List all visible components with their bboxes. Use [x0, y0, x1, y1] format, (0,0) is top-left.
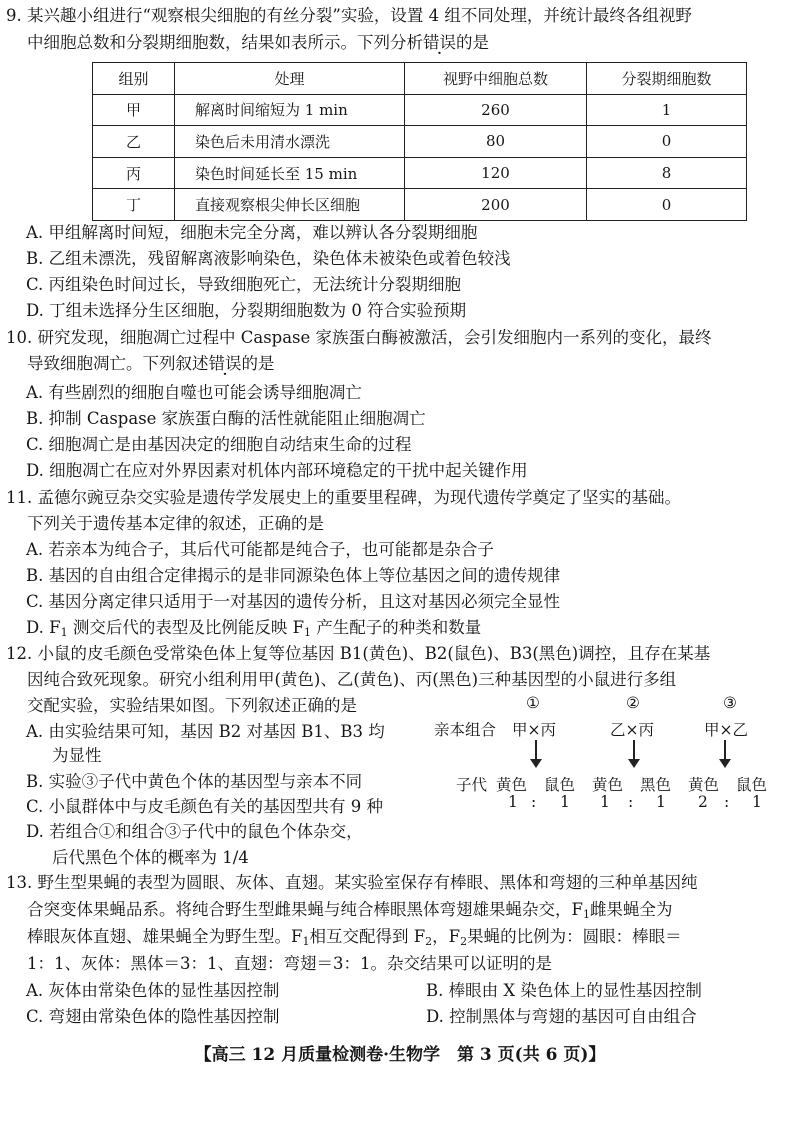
offspring-phenotype: 鼠色 — [544, 776, 576, 794]
table-cell: 260 — [405, 94, 587, 126]
table-cell: 80 — [405, 126, 587, 158]
q13-stem-line2: 合突变体果蝇品系。将纯合野生型雌果蝇与纯合棒眼黑体弯翅雄果蝇杂交，$F_1$雌果蝇全为 — [27, 900, 673, 921]
down-arrow-icon — [633, 740, 635, 766]
ratio-value: 1 — [656, 793, 666, 811]
table-header-cell: 组别 — [93, 63, 175, 95]
q12-stem-line2: 因纯合致死现象。研究小组利用甲(黄色)、乙(黄色)、丙(黑色)三种基因型的小鼠进行多组 — [27, 670, 677, 689]
cross-parents: 乙×丙 — [610, 721, 654, 739]
q11-option-c: C. 基因分离定律只适用于一对基因的遗传分析，且这对基因必须完全显性 — [26, 592, 561, 611]
table-row — [93, 126, 747, 158]
ratio-value: 2 — [698, 793, 708, 811]
table-cell: 染色时间延长至 15 min — [175, 157, 405, 189]
q12-option-a-line2: 为显性 — [52, 746, 102, 765]
q13-option-a: A. 灰体由常染色体的显性基因控制 — [26, 981, 280, 1000]
offspring-phenotype: 黄色 — [592, 776, 624, 794]
cross-number: ③ — [723, 694, 737, 712]
q9-table — [92, 62, 747, 221]
table-row — [93, 157, 747, 189]
table-row — [93, 94, 747, 126]
ratio-colon: : — [724, 793, 730, 811]
parent-combination-label: 亲本组合 — [434, 721, 497, 739]
offspring-label: 子代 — [456, 776, 488, 794]
q11-stem-line1: 11. 孟德尔豌豆杂交实验是遗传学发展史上的重要里程碑，为现代遗传学奠定了坚实的基础。 — [6, 488, 681, 507]
q13-option-c: C. 弯翅由常染色体的隐性基因控制 — [26, 1007, 280, 1026]
q9-option-b: B. 乙组未漂洗，残留解离液影响染色，染色体未被染色或着色较浅 — [26, 249, 511, 268]
q9-emphasis: 错误 — [423, 33, 456, 52]
table-header-cell: 分裂期细胞数 — [587, 63, 747, 95]
table-cell: 120 — [405, 157, 587, 189]
down-arrow-icon — [535, 740, 537, 766]
q11-option-d: D. $F_1$ 测交后代的表型及比例能反映 $F_1$ 产生配子的种类和数量 — [26, 618, 482, 639]
q9-option-d: D. 丁组未选择分生区细胞，分裂期细胞数为 0 符合实验预期 — [26, 301, 467, 320]
q11-option-a: A. 若亲本为纯合子，其后代可能都是纯合子，也可能都是杂合子 — [26, 540, 494, 559]
q9-stem-line1: 9. 某兴趣小组进行“观察根尖细胞的有丝分裂”实验，设置 4 组不同处理，并统计最终各组视野 — [6, 6, 692, 25]
table-cell: 200 — [405, 189, 587, 221]
q12-option-d-line2: 后代黑色个体的概率为 1/4 — [52, 848, 249, 867]
q13-option-d: D. 控制黑体与弯翅的基因可自由组合 — [426, 1007, 697, 1026]
cross-parents: 甲×丙 — [512, 721, 556, 739]
cross-number: ② — [626, 694, 640, 712]
q10-option-b: B. 抑制 Caspase 家族蛋白酶的活性就能阻止细胞凋亡 — [26, 409, 426, 428]
table-cell: 丙 — [93, 157, 175, 189]
q9-option-a: A. 甲组解离时间短，细胞未完全分离，难以辨认各分裂期细胞 — [26, 223, 478, 242]
q13-stem-line4: 1：1、灰体：黑体＝3：1、直翅：弯翅＝3：1。杂交结果可以证明的是 — [27, 954, 552, 973]
table-cell: 解离时间缩短为 1 min — [175, 94, 405, 126]
q11-stem-line2: 下列关于遗传基本定律的叙述，正确的是 — [27, 514, 324, 533]
table-cell: 染色后未用清水漂洗 — [175, 126, 405, 158]
offspring-phenotype: 黑色 — [640, 776, 672, 794]
q12-option-a-line1: A. 由实验结果可知，基因 B2 对基因 B1、B3 均 — [26, 722, 385, 741]
q9-option-c: C. 丙组染色时间过长，导致细胞死亡，无法统计分裂期细胞 — [26, 275, 462, 294]
table-cell: 8 — [587, 157, 747, 189]
ratio-value: 1 — [752, 793, 762, 811]
cross-number: ① — [526, 694, 540, 712]
table-header-row — [93, 63, 747, 95]
q10-stem-line1: 10. 研究发现，细胞凋亡过程中 Caspase 家族蛋白酶被激活，会引发细胞内一系列的变化，最终 — [6, 328, 712, 347]
q13-option-b: B. 棒眼由 X 染色体上的显性基因控制 — [426, 981, 702, 1000]
table-header-cell: 视野中细胞总数 — [405, 63, 587, 95]
table-cell: 乙 — [93, 126, 175, 158]
table-cell: 甲 — [93, 94, 175, 126]
offspring-phenotype: 黄色 — [496, 776, 528, 794]
offspring-phenotype: 黄色 — [688, 776, 720, 794]
q10-option-c: C. 细胞凋亡是由基因决定的细胞自动结束生命的过程 — [26, 435, 412, 454]
q10-emphasis: 错误 — [208, 354, 242, 373]
q12-option-b: B. 实验③子代中黄色个体的基因型与亲本不同 — [26, 772, 363, 791]
page-footer: 【高三 12 月质量检测卷·生物学 第 3 页(共 6 页)】 — [194, 1045, 606, 1065]
q13-stem-line1: 13. 野生型果蝇的表型为圆眼、灰体、直翅。某实验室保存有棒眼、黑体和弯翅的三种单基因纯 — [6, 873, 698, 892]
table-cell: 0 — [587, 126, 747, 158]
ratio-value: 1 — [600, 793, 610, 811]
ratio-colon: : — [628, 793, 634, 811]
down-arrow-icon — [724, 740, 726, 766]
q10-option-a: A. 有些剧烈的细胞自噬也可能会诱导细胞凋亡 — [26, 383, 362, 402]
q12-option-d-line1: D. 若组合①和组合③子代中的鼠色个体杂交， — [26, 822, 363, 841]
ratio-value: 1 — [560, 793, 570, 811]
ratio-colon: : — [531, 793, 537, 811]
table-cell: 直接观察根尖伸长区细胞 — [175, 189, 405, 221]
q12-stem-line3: 交配实验，实验结果如图。下列叙述正确的是 — [27, 696, 357, 715]
q13-stem-line3: 棒眼灰体直翅、雄果蝇全为野生型。$F_1$相互交配得到 $F_2$，$F_2$果蝇的比例为：圆眼：棒眼＝ — [27, 927, 682, 948]
table-cell: 丁 — [93, 189, 175, 221]
table-header-cell: 处理 — [175, 63, 405, 95]
ratio-value: 1 — [508, 793, 518, 811]
table-row — [93, 189, 747, 221]
cross-parents: 甲×乙 — [704, 721, 748, 739]
q10-stem-line2: 导致细胞凋亡。下列叙述错误的是 — [27, 354, 275, 373]
table-cell: 0 — [587, 189, 747, 221]
q11-option-b: B. 基因的自由组合定律揭示的是非同源染色体上等位基因之间的遗传规律 — [26, 566, 561, 585]
q10-option-d: D. 细胞凋亡在应对外界因素对机体内部环境稳定的干扰中起关键作用 — [26, 461, 528, 480]
table-cell: 1 — [587, 94, 747, 126]
q12-option-c: C. 小鼠群体中与皮毛颜色有关的基因型共有 9 种 — [26, 797, 384, 816]
q12-stem-line1: 12. 小鼠的皮毛颜色受常染色体上复等位基因 B1(黄色)、B2(鼠色)、B3(黑色)调控，且存在某基 — [6, 644, 711, 663]
q9-stem-line2: 中细胞总数和分裂期细胞数，结果如表所示。下列分析错误的是 — [27, 33, 489, 52]
offspring-phenotype: 鼠色 — [736, 776, 768, 794]
